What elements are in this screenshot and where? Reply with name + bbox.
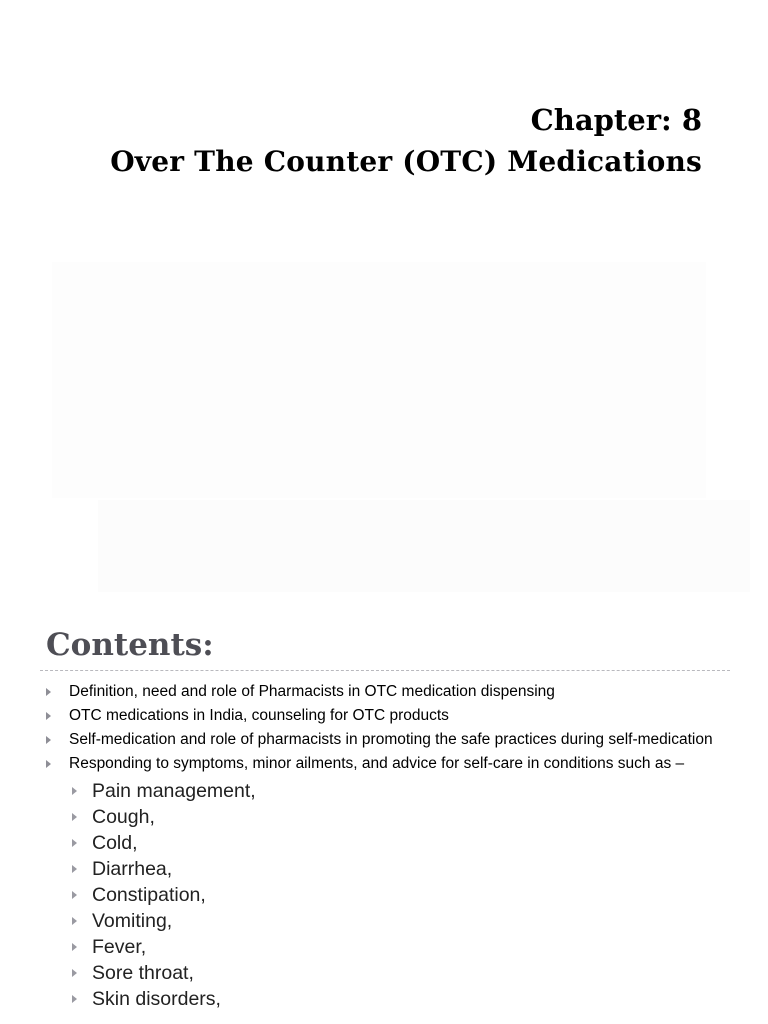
faint-placeholder-area xyxy=(52,262,706,498)
list-item xyxy=(69,732,722,748)
bullet-arrow-icon xyxy=(72,891,77,899)
sub-list-item-text: Vomiting, xyxy=(92,910,173,932)
contents-list xyxy=(0,684,768,1020)
list-item xyxy=(69,708,722,724)
bullet-arrow-icon xyxy=(72,917,77,925)
bullet-arrow-icon xyxy=(72,865,77,873)
bullet-arrow-icon xyxy=(72,969,77,977)
sub-list-item xyxy=(92,830,722,856)
list-item-text: Definition, need and role of Pharmacists in OTC medication dispensing xyxy=(69,683,555,700)
list-item-text: Responding to symptoms, minor ailments, and advice for self-care in conditions such as – xyxy=(69,755,685,772)
sub-list-item xyxy=(92,960,722,986)
heading-divider xyxy=(40,670,730,671)
sub-list-item xyxy=(92,908,722,934)
faint-placeholder-area xyxy=(98,500,750,592)
list-item xyxy=(69,684,722,700)
bullet-arrow-icon xyxy=(46,736,51,744)
sub-list-item-text: Skin disorders, xyxy=(92,988,221,1010)
bullet-arrow-icon xyxy=(46,688,51,696)
sub-list-item xyxy=(92,778,722,804)
sub-list-item-text: Pain management, xyxy=(92,780,256,802)
chapter-title: Over The Counter (OTC) Medications xyxy=(110,145,702,178)
sub-list-item-text: Fever, xyxy=(92,936,147,958)
sub-list-item-text: Cold, xyxy=(92,832,138,854)
sub-list-item-text: Diarrhea, xyxy=(92,858,173,880)
bullet-arrow-icon xyxy=(46,712,51,720)
sub-list-item xyxy=(92,804,722,830)
list-item xyxy=(69,756,722,1012)
bullet-arrow-icon xyxy=(72,813,77,821)
sub-list-item-text: Constipation, xyxy=(92,884,206,906)
sub-list-item xyxy=(92,882,722,908)
bullet-arrow-icon xyxy=(72,787,77,795)
contents-heading: Contents: xyxy=(46,627,214,663)
chapter-label: Chapter: 8 xyxy=(530,103,702,137)
bullet-arrow-icon xyxy=(72,995,77,1003)
bullet-arrow-icon xyxy=(46,760,51,768)
sub-list-item-text: Sore throat, xyxy=(92,962,194,984)
list-item-text: Self-medication and role of pharmacists in promoting the safe practices during self-medication xyxy=(69,731,713,748)
bullet-arrow-icon xyxy=(72,839,77,847)
sub-list-item xyxy=(92,856,722,882)
sub-list-item xyxy=(92,934,722,960)
conditions-sublist xyxy=(69,778,722,1012)
sub-list-item xyxy=(92,986,722,1012)
list-item-text: OTC medications in India, counseling for OTC products xyxy=(69,707,449,724)
bullet-arrow-icon xyxy=(72,943,77,951)
contents-slide xyxy=(0,610,768,1024)
sub-list-item-text: Cough, xyxy=(92,806,155,828)
